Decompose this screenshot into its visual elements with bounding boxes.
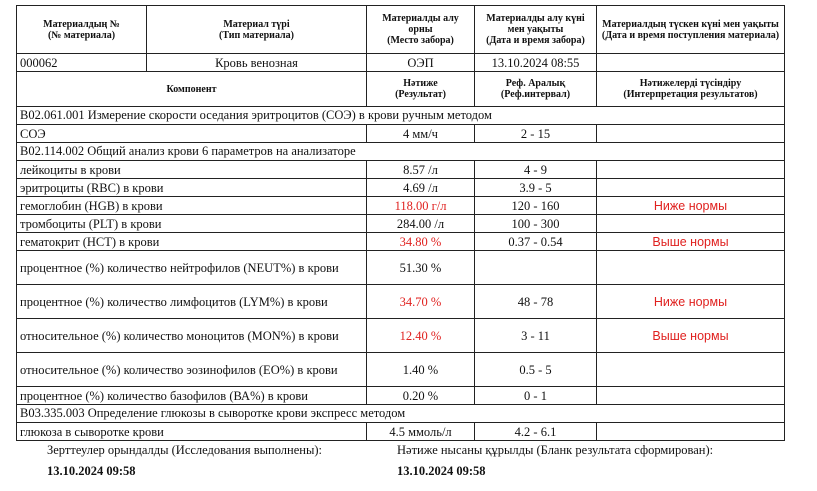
- ref-interval: 120 - 160: [475, 197, 597, 215]
- interpretation: [597, 251, 785, 285]
- table-row: [17, 423, 785, 441]
- component-name: лейкоциты в крови: [17, 161, 367, 179]
- material-date-header: Материалды алу күні мен уақыты (Дата и время забора): [475, 6, 597, 54]
- performed-date: 13.10.2024 09:58: [47, 464, 136, 478]
- component-name: процентное (%) количество лимфоцитов (LYM%) в крови: [17, 285, 367, 319]
- ref-interval: 3.9 - 5: [475, 179, 597, 197]
- component-name: процентное (%) количество базофилов (ВА%) в крови: [17, 387, 367, 405]
- result-value: 4.69 /л: [367, 179, 475, 197]
- interpretation: [597, 161, 785, 179]
- component-name: СОЭ: [17, 125, 367, 143]
- component-header: Компонент: [17, 72, 367, 107]
- result-header: Нәтиже (Результат): [367, 72, 475, 107]
- ref-interval: 0 - 1: [475, 387, 597, 405]
- component-name: относительное (%) количество моноцитов (MON%) в крови: [17, 319, 367, 353]
- material-row: [17, 54, 785, 72]
- interpretation: Выше нормы: [597, 319, 785, 353]
- section-row: [17, 405, 785, 423]
- table-row: [17, 197, 785, 215]
- ref-interval: 0.37 - 0.54: [475, 233, 597, 251]
- table-row: [17, 233, 785, 251]
- ref-interval: 4.2 - 6.1: [475, 423, 597, 441]
- section-title: В03.335.003 Определение глюкозы в сыворотке крови экспресс методом: [17, 405, 785, 423]
- interpretation: Ниже нормы: [597, 285, 785, 319]
- section-title: В02.114.002 Общий анализ крови 6 параметров на анализаторе: [17, 143, 785, 161]
- results-header-row: [17, 72, 785, 107]
- interpretation: [597, 215, 785, 233]
- ref-interval: 100 - 300: [475, 215, 597, 233]
- result-value: 0.20 %: [367, 387, 475, 405]
- material-place-header: Материалды алу орны (Место забора): [367, 6, 475, 54]
- interp-header: Нәтижелерді түсіндіру (Интерпретация результатов): [597, 72, 785, 107]
- material-number: 000062: [17, 54, 147, 72]
- ref-interval: [475, 251, 597, 285]
- lab-results-table: [16, 5, 785, 441]
- table-row: [17, 125, 785, 143]
- table-row: [17, 179, 785, 197]
- material-header-row: [17, 6, 785, 54]
- interpretation: Выше нормы: [597, 233, 785, 251]
- ref-interval: 3 - 11: [475, 319, 597, 353]
- interpretation: [597, 125, 785, 143]
- component-name: эритроциты (RBC) в крови: [17, 179, 367, 197]
- formed-date: 13.10.2024 09:58: [397, 464, 486, 478]
- material-type-header: Материал түрі (Тип материала): [147, 6, 367, 54]
- table-row: [17, 251, 785, 285]
- result-value: 4 мм/ч: [367, 125, 475, 143]
- interpretation: [597, 423, 785, 441]
- component-name: тромбоциты (PLT) в крови: [17, 215, 367, 233]
- interpretation: [597, 387, 785, 405]
- section-row: [17, 107, 785, 125]
- section-row: [17, 143, 785, 161]
- result-value: 4.5 ммоль/л: [367, 423, 475, 441]
- table-row: [17, 215, 785, 233]
- ref-interval: 48 - 78: [475, 285, 597, 319]
- component-name: глюкоза в сыворотке крови: [17, 423, 367, 441]
- component-name: процентное (%) количество нейтрофилов (NEUT%) в крови: [17, 251, 367, 285]
- material-received: [597, 54, 785, 72]
- result-value: 118.00 г/л: [367, 197, 475, 215]
- result-value: 284.00 /л: [367, 215, 475, 233]
- ref-interval: 0.5 - 5: [475, 353, 597, 387]
- interpretation: Ниже нормы: [597, 197, 785, 215]
- result-value: 34.80 %: [367, 233, 475, 251]
- interpretation: [597, 353, 785, 387]
- component-name: гемоглобин (HGB) в крови: [17, 197, 367, 215]
- interpretation: [597, 179, 785, 197]
- ref-interval: 4 - 9: [475, 161, 597, 179]
- formed-label: Нәтиже нысаны құрылды (Бланк результата сформирован):: [397, 443, 714, 457]
- material-date: 13.10.2024 08:55: [475, 54, 597, 72]
- performed-label: Зерттеулер орындалды (Исследования выполнены):: [47, 443, 322, 457]
- ref-interval: 2 - 15: [475, 125, 597, 143]
- result-value: 34.70 %: [367, 285, 475, 319]
- table-row: [17, 161, 785, 179]
- material-number-header: Материалдың № (№ материала): [17, 6, 147, 54]
- component-name: относительное (%) количество эозинофилов (ЕО%) в крови: [17, 353, 367, 387]
- result-value: 8.57 /л: [367, 161, 475, 179]
- table-row: [17, 353, 785, 387]
- table-row: [17, 319, 785, 353]
- result-value: 12.40 %: [367, 319, 475, 353]
- section-title: В02.061.001 Измерение скорости оседания эритроцитов (СОЭ) в крови ручным методом: [17, 107, 785, 125]
- table-row: [17, 285, 785, 319]
- material-received-header: Материалдың түскен күні мен уақыты (Дата и время поступления материала): [597, 6, 785, 54]
- ref-header: Реф. Аралық (Реф.интервал): [475, 72, 597, 107]
- result-value: 51.30 %: [367, 251, 475, 285]
- table-row: [17, 387, 785, 405]
- component-name: гематокрит (НСТ) в крови: [17, 233, 367, 251]
- result-value: 1.40 %: [367, 353, 475, 387]
- material-place: ОЭП: [367, 54, 475, 72]
- material-type: Кровь венозная: [147, 54, 367, 72]
